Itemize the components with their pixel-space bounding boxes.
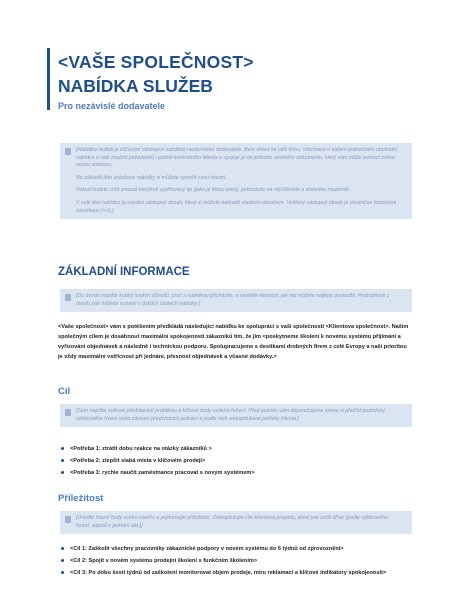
list-item: <Potřeba 3: rychle naučit zaměstnance pracovat s novým systémem> [58,469,410,477]
list-item: <Potřeba 2: zlepšit slabá místa v klíčovém prodeji> [58,457,410,465]
tip-paragraph: [Uveďte hlavní body svého návrhu a pojmenujte příležitost. Zrekapitulujte cíle klientova projektu, které jste určili dříve (podle výběrového řízení, zápisů z jednání atd.)] [76,515,389,529]
section1-tip-box[interactable] [60,289,412,312]
tip-paragraph: Pokud budete chtít smazat kterýkoli vyplňovaný tip (jako je třeba tento), jednoduše na něj klikněte a stiskněte mezerník. [76,187,351,194]
tip-icon [65,409,71,416]
tip-icon [65,148,71,155]
tip-icon [65,294,71,301]
section-heading-goal: Cíl [58,386,71,397]
list-item: <Cíl 2: Spojit v novém systému prodejní školení s funkčním školením> [58,557,410,565]
section1-body [58,322,410,362]
tip-paragraph: [Do úvodu napište krátký souhrn důvodů, proč s nabídkou přicházíte, a nastiňte klientovi, jak mu můžete nejlépe posloužit. Podrobnosti z úvodu pak můžete rozvést v dalších částech nabídky.] [76,293,390,307]
section1-body-text: <Vaše společnost> vám s potěšením předkládá následující nabídku ke spolupráci s vaší společností <Klientova společnost>. Naším společným cílem je dosáhnout maximální spokojenosti zákazníků tím, že jim <poskytneme školení k novému systému přijímání a vyřizování objednávek a následně i technickou podporu. Spolupracujeme s desítkami drobných firem z celé Evropy a naší prioritou je vždy maximální vstřícnost při jednání, přesnost objednávek a včasné dodávky.> [58,324,409,360]
section2-tip-box[interactable] [60,404,412,427]
tip-paragraph: [Sem napište celkové představení problému a klíčové body vašeho řešení. Před psaním vám doporučujeme znovu si přečíst podmínky výběrového řízení nebo zásnam předchozích jednání a podle nich zrekapitulovat potřeby klienta.] [76,408,385,422]
goal-list [58,445,410,481]
opportunity-list [58,545,410,581]
list-item: <Cíl 1: Zaškolit všechny pracovníky zákaznické podpory v novém systému do 6 týdnů od zprovoznění> [58,545,410,553]
title-accent-bar [47,48,50,110]
company-title: <VAŠE SPOLEČNOST> [58,52,254,72]
section-heading-basic-info: ZÁKLADNÍ INFORMACE [58,266,190,278]
section-heading-opportunity: Příležitost [58,493,104,504]
document-subtitle: Pro nezávislé dodavatele [58,101,166,111]
tip-paragraph: [Nabídka služeb je klíčovým nástrojem každého nezávislého dodavatele. Bere ohled na vaši firmu, informace o vašem jedinečném obchodní nabídce a vaši znalost požadavků i potřeb konkrétního klienta a spojuje je do jednoho ucelného dokumentu, který vám může pomoct získat novou smlouvu. [76,147,398,169]
tip-icon [65,516,71,523]
intro-tip-box[interactable] [60,143,412,219]
tip-paragraph: Na základě této ukázkové nabídky si můžete vytvořit svou vlastní. [76,174,227,181]
list-item: <Potřeba 1: ztrátit dobu reakce na otázky zákazníků > [58,445,410,453]
document-title: NABÍDKA SLUŽEB [58,76,213,96]
list-item: <Cíl 3: Po dobu šesti týdnů od zaškolení monitorovat objem prodeje, míru reklamací a klíčové indikátory spokojenosti> [58,569,410,577]
section3-tip-box[interactable] [60,511,412,534]
tip-paragraph: V celé této nabídce je uveden zástupný obsah, který si můžete nahradit vlastním obsahem. Veškerý zástupný obsah je ohraničen lomenými závorkami (<>).] [76,199,397,214]
